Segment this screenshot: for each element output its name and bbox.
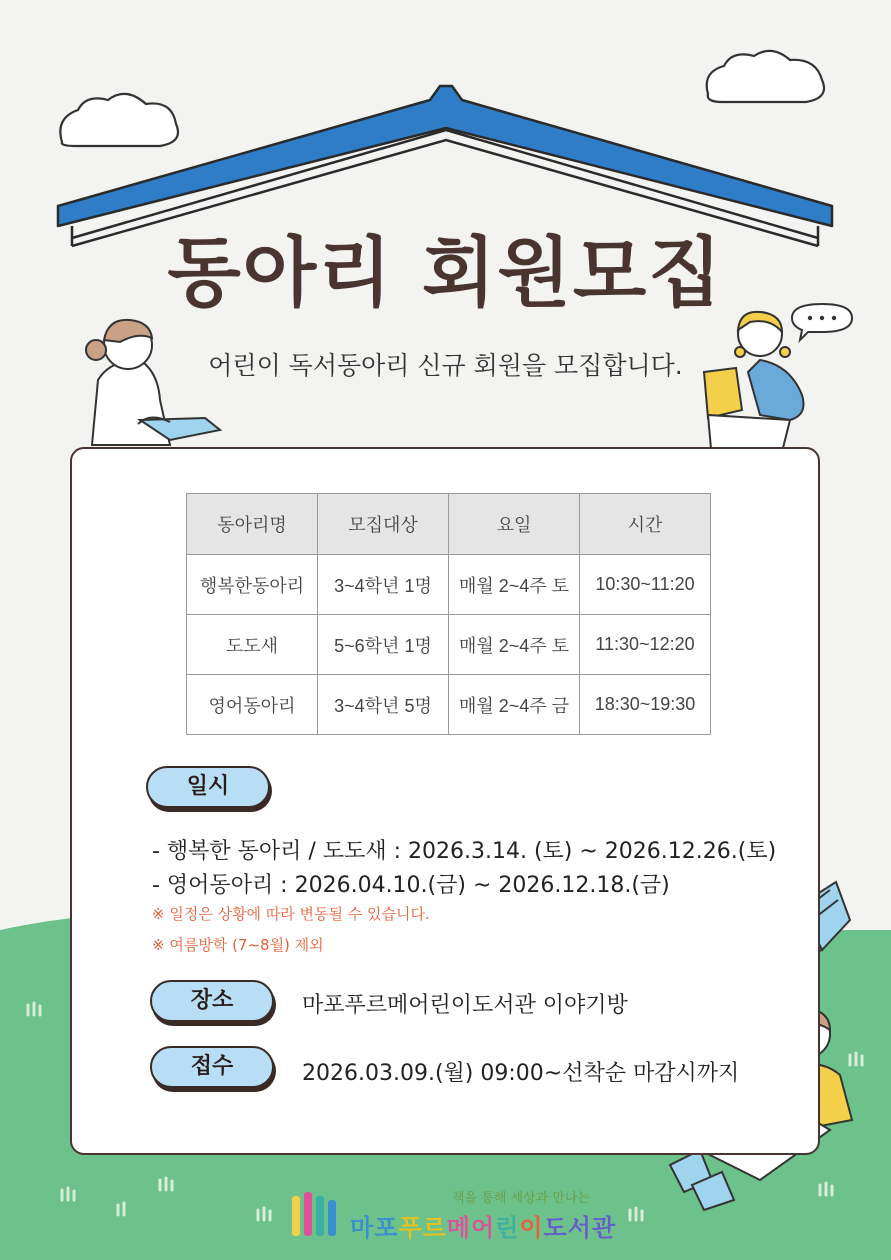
table-cell: 10:30~11:20 bbox=[580, 555, 711, 615]
table-cell: 매월 2~4주 토 bbox=[449, 555, 580, 615]
page-subtitle: 어린이 독서동아리 신규 회원을 모집합니다. bbox=[208, 351, 683, 380]
place-value: 마포푸르메어린이도서관 이야기방 bbox=[302, 993, 628, 1018]
table-cell: 3~4학년 1명 bbox=[318, 555, 449, 615]
schedule-line-1: - 행복한 동아리 / 도도새 : 2026.3.14. (토) ~ 2026.12.26.(토) bbox=[152, 839, 777, 864]
schedule-line-2: - 영어동아리 : 2026.04.10.(금) ~ 2026.12.18.(금) bbox=[152, 873, 670, 898]
footer-name-char: 관 bbox=[591, 1214, 617, 1242]
footer-name-char: 도 bbox=[543, 1214, 568, 1242]
table-cell: 매월 2~4주 토 bbox=[449, 615, 580, 675]
cloud-right-icon bbox=[707, 51, 824, 102]
schedule-note-1: ※ 일정은 상황에 따라 변동될 수 있습니다. bbox=[152, 905, 430, 923]
table-cell: 영어동아리 bbox=[187, 675, 318, 735]
table-header: 동아리명 bbox=[187, 494, 318, 555]
footer-name-char: 어 bbox=[470, 1214, 496, 1242]
table-cell: 도도새 bbox=[187, 615, 318, 675]
cloud-left-icon bbox=[60, 94, 178, 146]
table-cell: 11:30~12:20 bbox=[580, 615, 711, 675]
footer-library-name bbox=[350, 1208, 616, 1243]
girl-reading-left-icon bbox=[86, 320, 220, 445]
table-cell: 18:30~19:30 bbox=[580, 675, 711, 735]
table-cell: 5~6학년 1명 bbox=[318, 615, 449, 675]
table-row bbox=[187, 615, 711, 675]
table-cell: 행복한동아리 bbox=[187, 555, 318, 615]
table-row bbox=[187, 555, 711, 615]
table-header-row bbox=[187, 494, 711, 555]
table-row bbox=[187, 675, 711, 735]
table-header: 모집대상 bbox=[318, 494, 449, 555]
reception-label: 접수 bbox=[150, 1046, 274, 1088]
table-cell: 매월 2~4주 금 bbox=[449, 675, 580, 735]
footer-name-char: 푸 bbox=[398, 1214, 423, 1242]
reception-value: 2026.03.09.(월) 09:00~선착순 마감시까지 bbox=[302, 1061, 740, 1086]
place-label: 장소 bbox=[150, 980, 274, 1022]
table-header: 시간 bbox=[580, 494, 711, 555]
schedule-note-2: ※ 여름방학 (7~8월) 제외 bbox=[152, 936, 324, 954]
footer-name-char: 이 bbox=[519, 1214, 544, 1242]
club-table bbox=[186, 493, 711, 735]
footer-name-char: 마 bbox=[350, 1214, 375, 1242]
table-cell: 3~4학년 5명 bbox=[318, 675, 449, 735]
footer-name-char: 서 bbox=[567, 1214, 592, 1242]
schedule-label: 일시 bbox=[146, 766, 270, 808]
footer-name-char: 포 bbox=[374, 1214, 399, 1242]
footer-name-char: 르 bbox=[422, 1214, 447, 1242]
footer-name-char: 메 bbox=[446, 1214, 471, 1242]
footer-tagline: 책을 통해 세상과 만나는 bbox=[452, 1191, 590, 1206]
footer-name-char: 린 bbox=[495, 1214, 520, 1242]
page-title: 동아리 회원모집 bbox=[167, 228, 724, 317]
table-header: 요일 bbox=[449, 494, 580, 555]
